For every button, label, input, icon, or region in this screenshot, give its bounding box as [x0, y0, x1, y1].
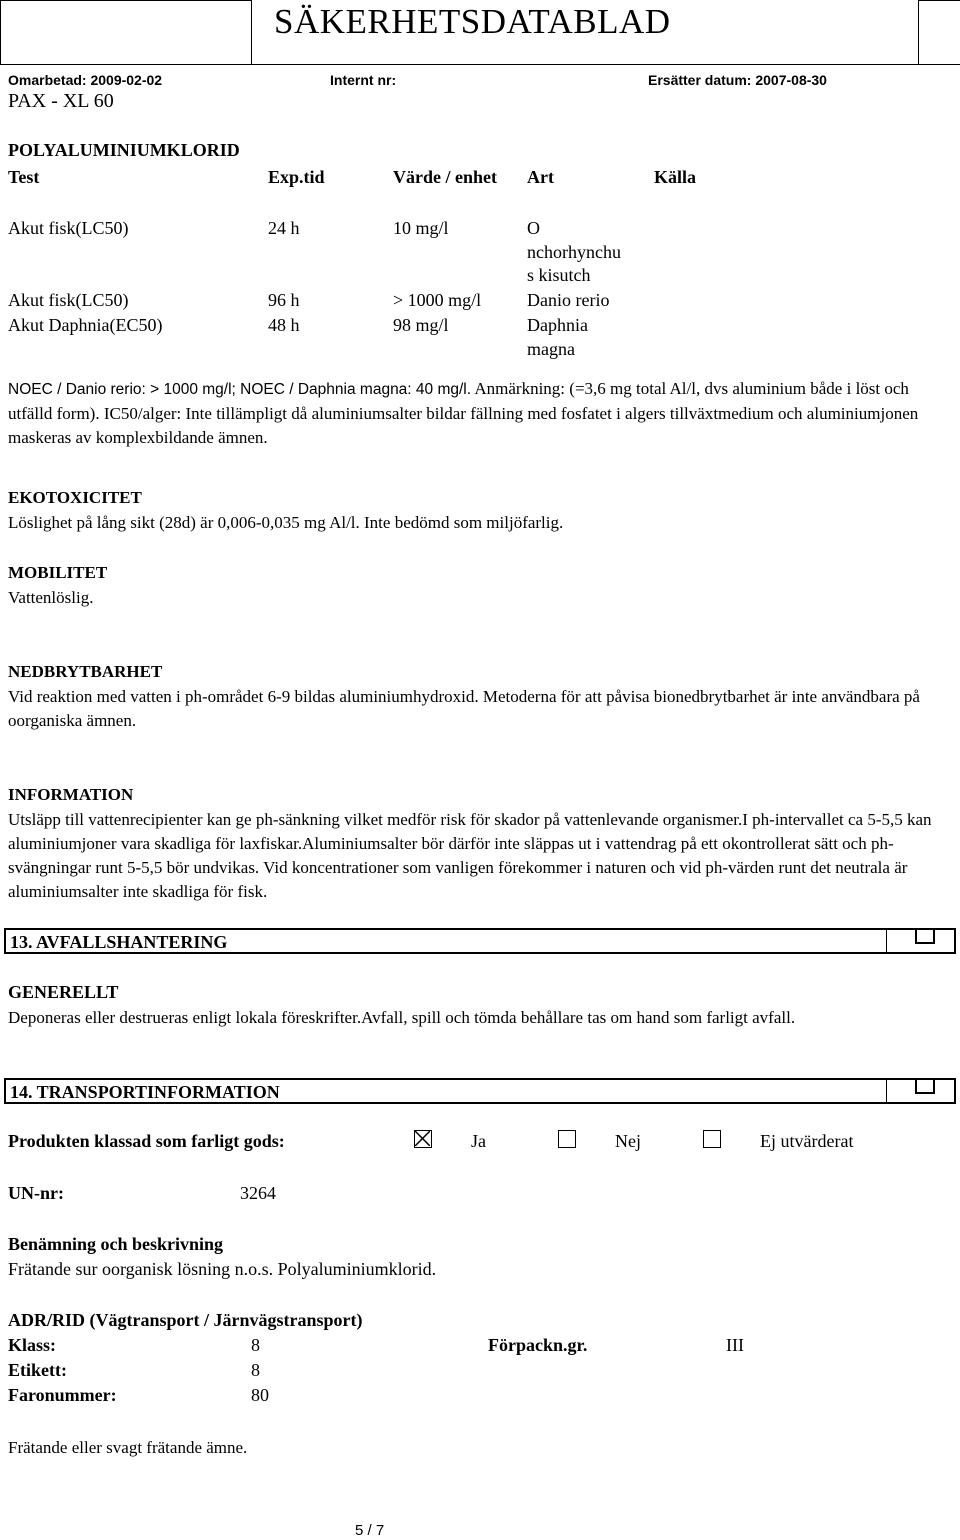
table-row-1-species-line3: s kisutch [527, 265, 591, 285]
table-row-2-value: > 1000 mg/l [393, 290, 482, 310]
class-value: 8 [251, 1335, 260, 1355]
noec-note-part1: NOEC / Danio rerio: > 1000 mg/l; NOEC / Daphnia magna: 40 mg/l. [8, 381, 472, 398]
option-ej-utvarderat-label: Ej utvärderat [760, 1131, 854, 1151]
packing-group-label: Förpackn.gr. [488, 1335, 588, 1355]
table-header-source: Källa [654, 167, 697, 187]
class-label: Klass: [8, 1335, 57, 1355]
table-row-3-time: 48 h [268, 315, 300, 335]
header-rule [0, 64, 960, 65]
section-14-bar [4, 1078, 956, 1104]
shipping-name-text: Frätande sur oorganisk lösning n.o.s. Polyaluminiumklorid. [8, 1259, 437, 1279]
hazard-description: Frätande eller svagt frätande ämne. [8, 1438, 248, 1457]
table-row-3-value: 98 mg/l [393, 315, 449, 335]
noec-note-part2: Anmärkning: (=3,6 mg total Al/l, dvs aluminium både i löst och utfälld form). [8, 379, 909, 423]
degradability-heading: NEDBRYTBARHET [8, 662, 163, 681]
substance-name: POLYALUMINIUMKLORID [8, 140, 240, 160]
option-nej-checkbox[interactable] [558, 1130, 576, 1148]
information-text: Utsläpp till vattenrecipienter kan ge ph-sänkning vilket medför risk för skador på vattenlevande organismer.I ph-intervallet ca 5-5,5 kan aluminiumjoner vara skadliga för laxfiskar.Aluminiumsalter bör därför inte släppas ut i vattendrag på ett okontrollerat sätt och ph-svängningar runt 5-5,5 bör undvikas. Vid koncentrationer som vanligen förekommer i naturen och vid ph-värden runt det neutrala är aluminiumsalter inte skadliga för fisk. [8, 810, 932, 901]
section-13-heading: GENERELLT [8, 982, 119, 1002]
option-ja-label: Ja [471, 1131, 486, 1151]
dangerous-goods-label: Produkten klassad som farligt gods: [8, 1131, 285, 1151]
table-header-test: Test [8, 167, 40, 187]
table-row-1-species-line2: nchorhynchu [527, 242, 621, 262]
hazard-number-value: 80 [251, 1385, 269, 1405]
table-row-3-species-line2: magna [527, 339, 575, 359]
revised-date: Omarbetad: 2009-02-02 [8, 72, 163, 88]
information-heading: INFORMATION [8, 785, 134, 804]
un-number-label: UN-nr: [8, 1183, 64, 1203]
section-13-checkbox[interactable] [915, 928, 935, 944]
shipping-name-heading: Benämning och beskrivning [8, 1234, 224, 1254]
noec-note [8, 377, 954, 450]
table-row-2-time: 96 h [268, 290, 300, 310]
section-14-divider [886, 1080, 887, 1102]
document-title: SÄKERHETSDATABLAD [274, 2, 671, 41]
check-x-icon [415, 1131, 430, 1146]
table-row-2-test: Akut fisk(LC50) [8, 290, 129, 310]
label-label: Etikett: [8, 1360, 67, 1380]
packing-group-value: III [726, 1335, 744, 1355]
label-value: 8 [251, 1360, 260, 1380]
ekotox-text: Löslighet på lång sikt (28d) är 0,006-0,035 mg Al/l. Inte bedömd som miljöfarlig. [8, 513, 564, 532]
product-name: PAX - XL 60 [8, 90, 114, 112]
table-row-3-test: Akut Daphnia(EC50) [8, 315, 163, 335]
adr-heading: ADR/RID (Vägtransport / Järnvägstransport) [8, 1310, 363, 1330]
mobility-heading: MOBILITET [8, 563, 108, 582]
un-number-value: 3264 [240, 1183, 276, 1203]
section-13-text: Deponeras eller destrueras enligt lokala föreskrifter.Avfall, spill och tömda behållare tas om hand som farligt avfall. [8, 1008, 796, 1027]
table-row-1-time: 24 h [268, 218, 300, 238]
section-13-title: 13. AVFALLSHANTERING [10, 932, 228, 952]
section-14-checkbox[interactable] [915, 1078, 935, 1094]
table-header-species: Art [527, 167, 554, 187]
table-header-value: Värde / enhet [393, 167, 497, 187]
section-13-bar [4, 928, 956, 954]
table-header-time: Exp.tid [268, 167, 325, 187]
page-number: 5 / 7 [355, 1522, 385, 1539]
mobility-text: Vattenlöslig. [8, 588, 94, 607]
section-14-title: 14. TRANSPORTINFORMATION [10, 1082, 280, 1102]
ekotox-heading: EKOTOXICITET [8, 488, 142, 507]
option-nej-label: Nej [615, 1131, 641, 1151]
table-row-1-test: Akut fisk(LC50) [8, 218, 129, 238]
degradability-text: Vid reaktion med vatten i ph-området 6-9 bildas aluminiumhydroxid. Metoderna för att påvisa bionedbrytbarhet är inte användbara på oorganiska ämnen. [8, 687, 920, 730]
table-row-3-species-line1: Daphnia [527, 315, 588, 335]
option-ej-utvarderat-checkbox[interactable] [703, 1130, 721, 1148]
table-row-1-value: 10 mg/l [393, 218, 449, 238]
option-ja-checkbox[interactable] [414, 1130, 432, 1148]
table-row-2-species: Danio rerio [527, 290, 610, 310]
table-row-1-species-line1: O [527, 218, 540, 238]
replaces-date: Ersätter datum: 2007-08-30 [648, 72, 827, 88]
header-right-box [918, 0, 960, 64]
header-left-box [0, 0, 252, 64]
hazard-number-label: Faronummer: [8, 1385, 117, 1405]
section-13-divider [886, 930, 887, 952]
noec-note-part3: IC50/alger: Inte tillämpligt då aluminiumsalter bildar fällning med fosfatet i algers tillväxtmedium och aluminiumjonen maskeras av komplexbildande ämnen. [8, 404, 919, 447]
internal-number-label: Internt nr: [330, 72, 397, 88]
